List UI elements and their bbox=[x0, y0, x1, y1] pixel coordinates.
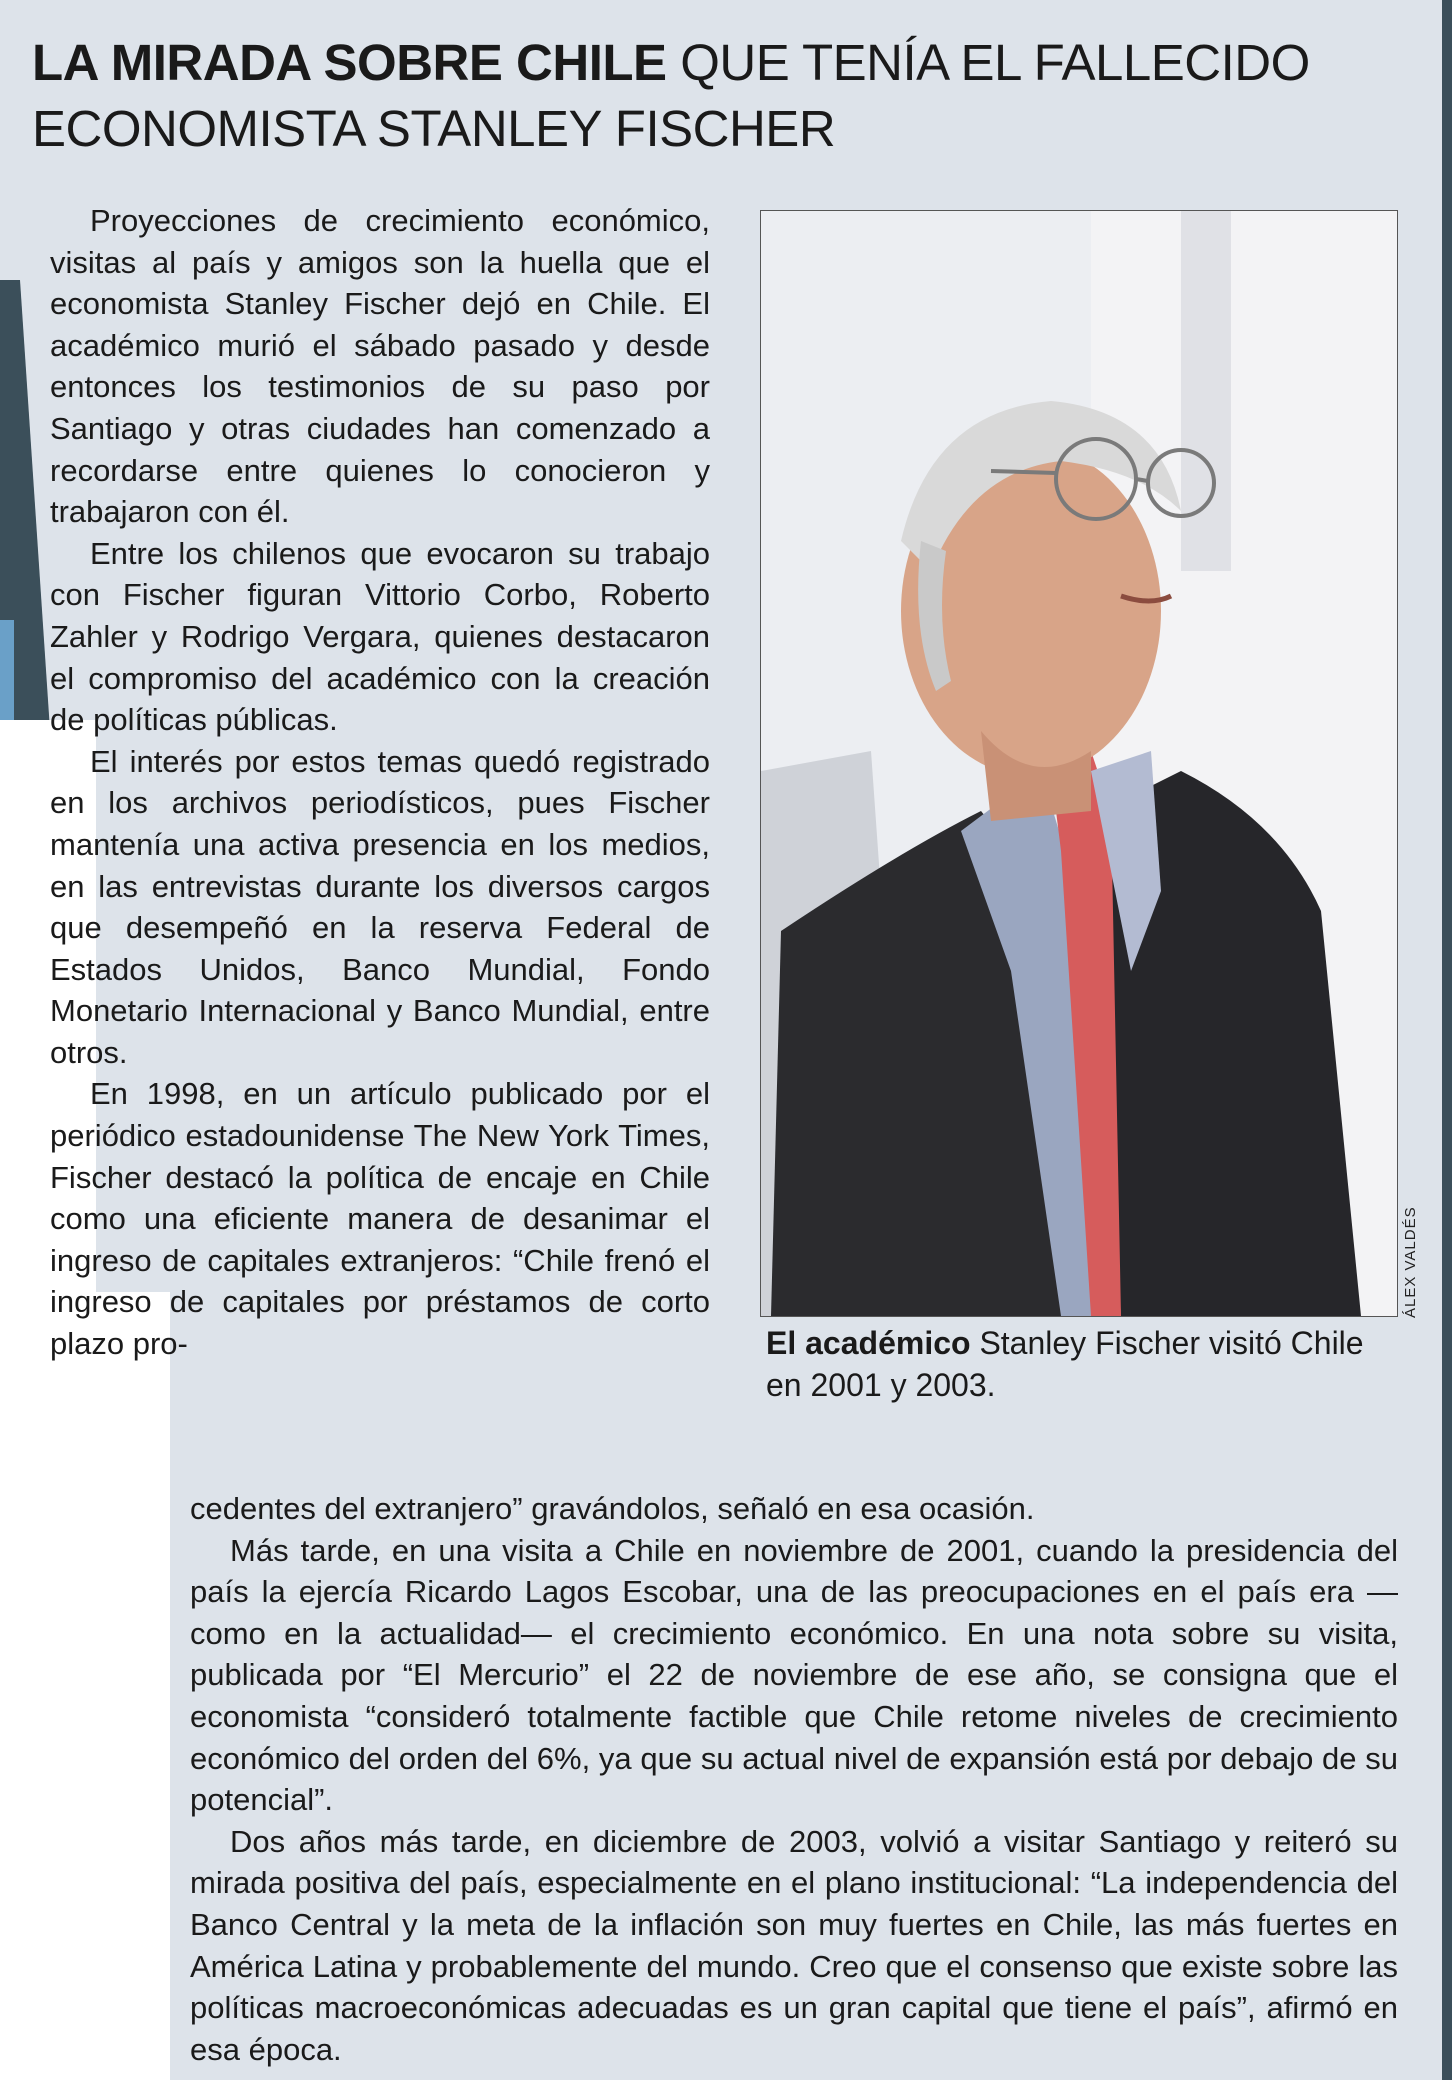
portrait-photo bbox=[760, 210, 1398, 1317]
article-paragraph: Proyecciones de crecimiento económico, visitas al país y amigos son la huella que el economista Stanley Fischer dejó en Chile. El académico murió el sábado pasado y desde entonces los testimonios de su paso por Santiago y otras ciudades han comenzado a recordarse entre quienes lo conocieron y trabajaron con él. bbox=[50, 203, 710, 530]
headline-bold: LA MIRADA SOBRE CHILE bbox=[32, 34, 667, 91]
article-paragraph: El interés por estos temas quedó registrado en los archivos periodísticos, pues Fischer mantenía una activa presencia en los medios, en las entrevistas durante los diversos cargos que desempeñó en la reserva Federal de Estados Unidos, Banco Mundial, Fondo Monetario Internacional y Banco Mundial, entre otros. bbox=[50, 743, 710, 1070]
right-decorative-edge bbox=[1442, 0, 1452, 2080]
caption-text: Stanley Fischer visitó Chile en 2001 y 2003. bbox=[766, 1325, 1364, 1403]
photo-credit: ÁLEX VALDÉS bbox=[1402, 1206, 1419, 1318]
photo-caption bbox=[766, 1322, 1406, 1406]
portrait-illustration bbox=[761, 211, 1397, 1316]
article-paragraph: Más tarde, en una visita a Chile en noviembre de 2001, cuando la presidencia del país la ejercía Ricardo Lagos Escobar, una de las preocupaciones en el país era —como en la actualidad— el crecimiento económico. En una nota sobre su visita, publicada por “El Mercurio” el 22 de noviembre de ese año, se consigna que el economista “consideró totalmente factible que Chile retome niveles de crecimiento económico del orden del 6%, ya que su actual nivel de expansión está por debajo de su potencial”. bbox=[190, 1532, 1398, 1818]
article-paragraph: En 1998, en un artículo publicado por el periódico estadounidense The New York Times, Fischer destacó la política de encaje en Chile como una eficiente manera de desanimar el ingreso de capitales extranjeros: “Chile frenó el ingreso de capitales por préstamos de corto plazo pro- bbox=[50, 1076, 710, 1362]
article-paragraph: Dos años más tarde, en diciembre de 2003, volvió a visitar Santiago y reiteró su mirada positiva del país, especialmente en el plano institucional: “La independencia del Banco Central y la meta de la inflación son muy fuertes en Chile, las más fuertes en América Latina y probablemente del mundo. Creo que el consenso que existe sobre las políticas macroeconómicas adecuadas es un gran capital que tiene el país”, afirmó en esa época. bbox=[190, 1823, 1398, 2067]
headline-rest: QUE TENÍA EL FALLECIDO ECONOMISTA STANLEY FISCHER bbox=[32, 34, 1310, 157]
article-body-bottom-column bbox=[190, 1488, 1398, 2070]
caption-lead: El académico bbox=[766, 1325, 971, 1361]
headline bbox=[32, 30, 1412, 162]
article-body-left-column bbox=[50, 200, 710, 1365]
page-margin-cutout-lower bbox=[0, 1292, 170, 2080]
article-paragraph: Entre los chilenos que evocaron su trabajo con Fischer figuran Vittorio Corbo, Roberto Zahler y Rodrigo Vergara, quienes destacaron el compromiso del académico con la creación de políticas públicas. bbox=[50, 535, 710, 738]
article-paragraph-continued: cedentes del extranjero” gravándolos, señaló en esa ocasión. bbox=[190, 1491, 1035, 1526]
